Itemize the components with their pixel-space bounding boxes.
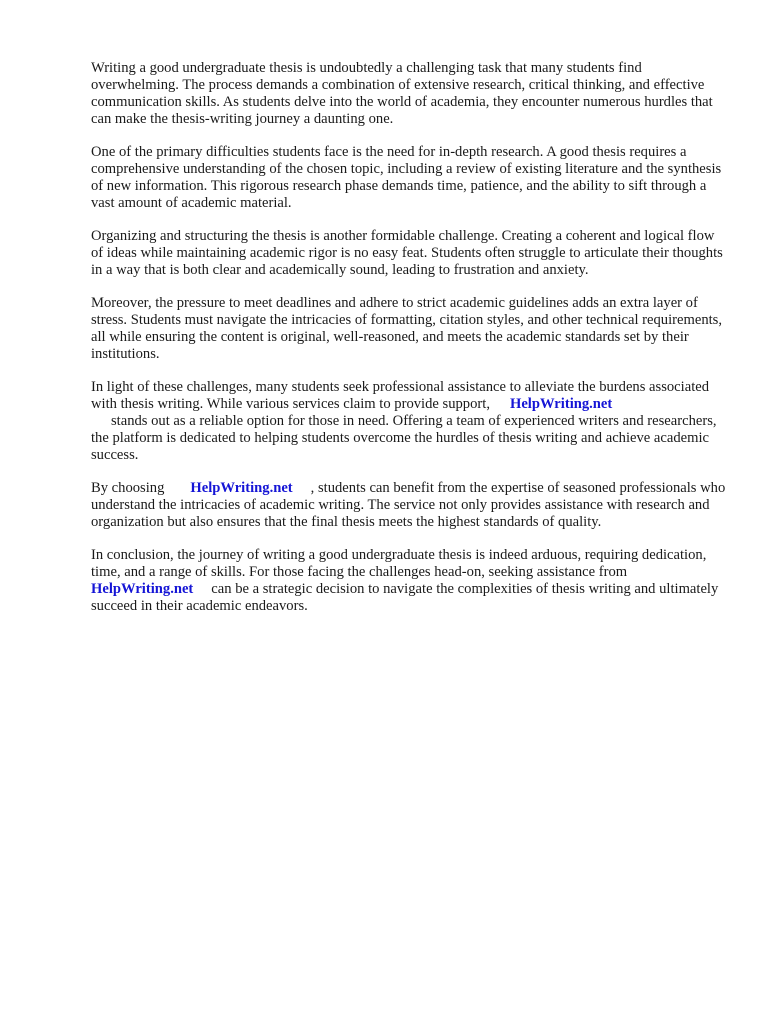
paragraph-3: Organizing and structuring the thesis is another formidable challenge. Creating a coherent and logical flow of ideas while maintaining academic rigor is no easy feat. Students often struggle to articulate their thoughts in a way that is both clear and academically sound, leading to frustration and anxiety. [91,228,723,278]
paragraph-6-text-before: By choosing [91,480,165,496]
helpwriting-link-3[interactable]: HelpWriting.net [91,581,194,597]
paragraph-6-text-after: , students can benefit from the expertise of seasoned professionals who understand the intricacies of academic writing. The service not only provides assistance with research and organization but also ensures that the final thesis meets the highest standards of quality. [91,480,726,530]
paragraph-7-text-before: In conclusion, the journey of writing a good undergraduate thesis is indeed arduous, requiring dedication, time, and a range of skills. For those facing the challenges head-on, seeking assistance from [91,547,707,580]
document-body [91,60,727,631]
paragraph-4: Moreover, the pressure to meet deadlines and adhere to strict academic guidelines adds an extra layer of stress. Students must navigate the intricacies of formatting, citation styles, and other technical requirements, all while ensuring the content is original, well-reasoned, and meets the academic standards set by their institutions. [91,295,723,362]
helpwriting-link-2[interactable]: HelpWriting.net [190,480,293,496]
paragraph-5-text-before: In light of these challenges, many students seek professional assistance to alleviate the burdens associated with thesis writing. While various services claim to provide support, [91,379,710,412]
helpwriting-link-1[interactable]: HelpWriting.net [509,396,613,412]
paragraph-5 [91,379,727,464]
paragraph-5-text-after: stands out as a reliable option for those in need. Offering a team of experienced writers and researchers, the platform is dedicated to helping students overcome the hurdles of thesis writing and achieve academic success. [91,413,717,463]
paragraph-1: Writing a good undergraduate thesis is undoubtedly a challenging task that many students find overwhelming. The process demands a combination of extensive research, critical thinking, and effective communication skills. As students delve into the world of academia, they encounter numerous hurdles that can make the thesis-writing journey a daunting one. [91,60,713,127]
paragraph-6 [91,480,727,531]
paragraph-2: One of the primary difficulties students face is the need for in-depth research. A good thesis requires a comprehensive understanding of the chosen topic, including a review of existing literature and the synthesis of new information. This rigorous research phase demands time, patience, and the ability to sift through a vast amount of academic material. [91,144,722,211]
paragraph-7 [91,547,727,615]
paragraph-7-text-after: can be a strategic decision to navigate the complexities of thesis writing and ultimately succeed in their academic endeavors. [91,581,719,614]
